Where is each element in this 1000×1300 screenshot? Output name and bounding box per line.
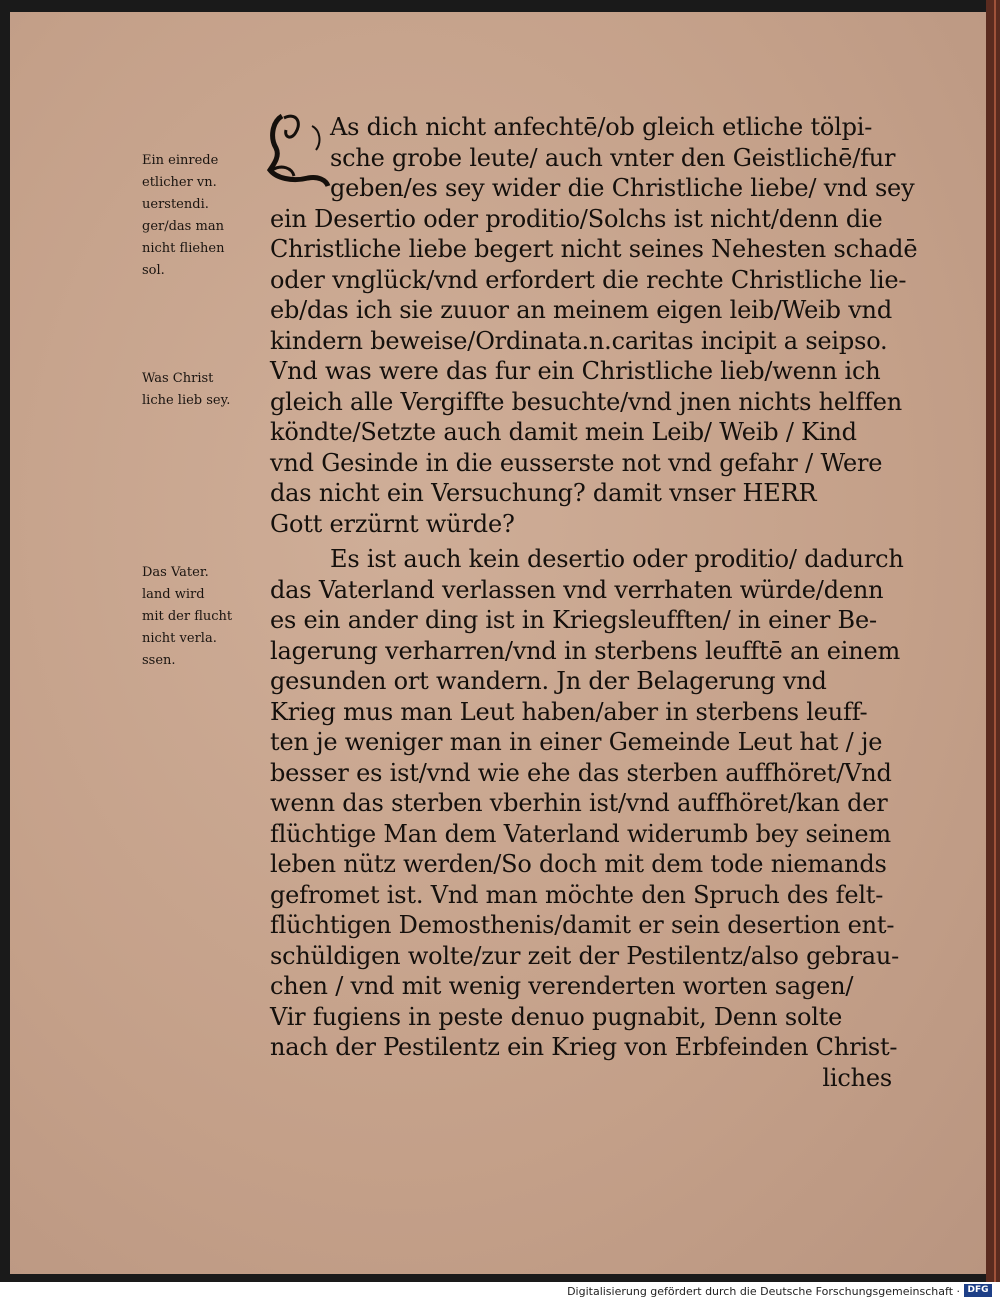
text-line: das nicht ein Versuchung? damit vnser HERR xyxy=(270,479,817,507)
text-line: sche grobe leute/ auch vnter den Geistlichē/fur xyxy=(330,143,896,172)
dfg-logo-icon: DFG xyxy=(964,1284,992,1297)
text-line: Vir fugiens in peste denuo pugnabit, Denn solte xyxy=(270,1002,843,1031)
margin-note-line: land wird xyxy=(142,587,205,602)
text-line: das Vaterland verlassen vnd verrhaten würde/denn xyxy=(270,575,884,604)
margin-note-line: Was Christ xyxy=(142,371,214,386)
text-line: leben nütz werden/So doch mit dem tode niemands xyxy=(270,850,887,878)
text-line: vnd Gesinde in die eusserste not vnd gefahr / Were xyxy=(270,448,883,477)
text-line: köndte/Setzte auch damit mein Leib/ Weib / Kind xyxy=(270,418,857,446)
text-line: besser es ist/vnd wie ehe das sterben auffhöret/Vnd xyxy=(270,758,892,787)
margin-note-line: ger/das man xyxy=(142,219,224,234)
text-line: Christliche liebe begert nicht seines Nehesten schadē xyxy=(270,235,918,263)
margin-note-line: mit der flucht xyxy=(142,609,233,624)
text-line: gleich alle Vergiffte besuchte/vnd jnen nichts helffen xyxy=(270,387,902,416)
footer-credit: Digitalisierung gefördert durch die Deutsche Forschungsgemeinschaft · xyxy=(567,1285,960,1298)
text-line: gesunden ort wandern. Jn der Belagerung vnd xyxy=(270,667,827,695)
text-line: ein Desertio oder proditio/Solchs ist nicht/denn die xyxy=(270,204,883,233)
text-line: Krieg mus man Leut haben/aber in sterbens leuff- xyxy=(270,697,868,726)
text-line: nach der Pestilentz ein Krieg von Erbfeinden Christ- xyxy=(270,1033,898,1061)
margin-note-line: Ein einrede xyxy=(142,153,219,168)
text-line: gefromet ist. Vnd man möchte den Spruch des felt- xyxy=(270,880,884,909)
margin-note-line: ssen. xyxy=(142,653,176,668)
margin-note-line: liche lieb sey. xyxy=(142,393,231,408)
text-line: ten je weniger man in einer Gemeinde Leut hat / je xyxy=(270,728,883,756)
margin-note-1 xyxy=(142,150,267,282)
text-line: lagerung verharren/vnd in sterbens leufftē an einem xyxy=(270,636,901,665)
text-line: es ein ander ding ist in Kriegsleufften/ in einer Be- xyxy=(270,606,877,634)
paragraph-1 xyxy=(270,112,918,539)
text-line: schüldigen wolte/zur zeit der Pestilentz/also gebrau- xyxy=(270,941,899,970)
text-line: As dich nicht anfechtē/ob gleich etliche tölpi- xyxy=(330,113,873,141)
text-line: flüchtige Man dem Vaterland widerumb bey seinem xyxy=(270,819,891,848)
paragraph-2 xyxy=(270,544,910,1093)
margin-note-3 xyxy=(142,562,267,672)
text-line: flüchtigen Demosthenis/damit er sein desertion ent- xyxy=(270,911,895,939)
book-edge xyxy=(986,0,1000,1282)
catchword: liches xyxy=(822,1063,892,1092)
text-line: eb/das ich sie zuuor an meinem eigen leib/Weib vnd xyxy=(270,296,892,324)
margin-note-line: sol. xyxy=(142,263,165,278)
book-edge-line xyxy=(994,0,996,1282)
margin-note-line: nicht fliehen xyxy=(142,241,225,256)
text-line: Gott erzürnt würde? xyxy=(270,509,515,538)
margin-note-line: uerstendi. xyxy=(142,197,209,212)
text-line: Vnd was were das fur ein Christliche lieb/wenn ich xyxy=(270,357,881,385)
margin-note-line: Das Vater. xyxy=(142,565,209,580)
text-line: oder vnglück/vnd erfordert die rechte Christliche lie- xyxy=(270,265,907,294)
text-line: wenn das sterben vberhin ist/vnd auffhöret/kan der xyxy=(270,789,888,817)
margin-note-line: nicht verla. xyxy=(142,631,217,646)
text-line: Es ist auch kein desertio oder proditio/ dadurch xyxy=(330,545,904,573)
text-line: kindern beweise/Ordinata.n.caritas incipit a seipso. xyxy=(270,326,888,355)
text-line: geben/es sey wider die Christliche liebe/ vnd sey xyxy=(330,174,915,202)
text-line: chen / vnd mit wenig verenderten worten sagen/ xyxy=(270,972,854,1000)
margin-note-line: etlicher vn. xyxy=(142,175,217,190)
margin-note-2 xyxy=(142,368,267,412)
